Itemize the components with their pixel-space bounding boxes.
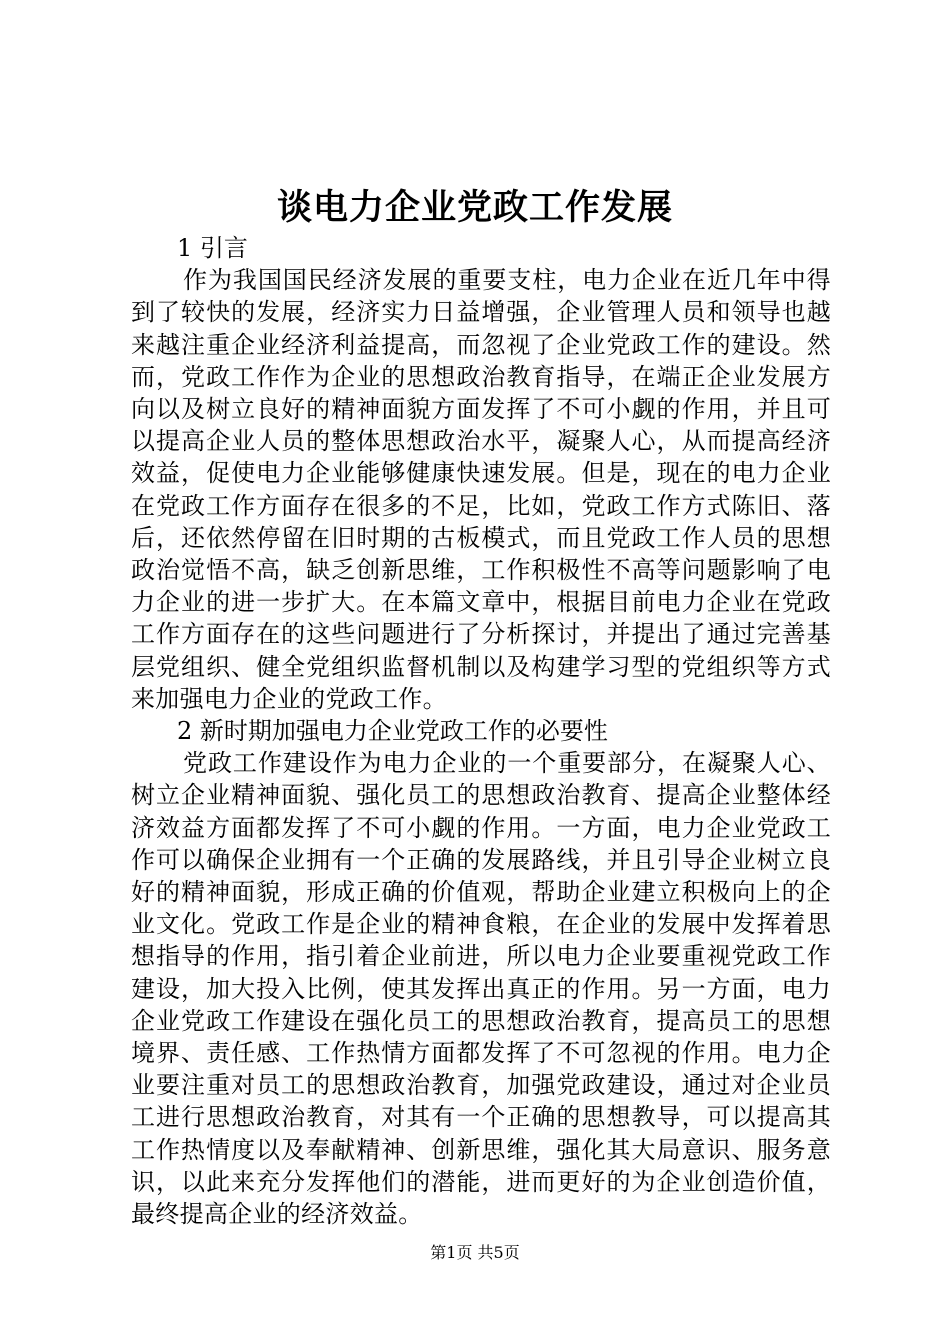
section-necessity bbox=[131, 715, 831, 1230]
document-body bbox=[131, 232, 831, 1230]
section-heading: 2 新时期加强电力企业党政工作的必要性 bbox=[177, 717, 608, 746]
section-introduction bbox=[131, 232, 831, 715]
body-paragraph: 党政工作建设作为电力企业的一个重要部分，在凝聚人心、树立企业精神面貌、强化员工的思想政治教育、提高企业整体经济效益方面都发挥了不可小觑的作用。一方面，电力企业党政工作可以确保企业拥有一个正确的发展路线，并且引导企业树立良好的精神面貌，形成正确的价值观，帮助企业建立积极向上的企业文化。党政工作是企业的精神食粮，在企业的发展中发挥着思想指导的作用，指引着企业前进，所以电力企业要重视党政工作建设，加大投入比例，使其发挥出真正的作用。另一方面，电力企业党政工作建设在强化员工的思想政治教育，提高员工的思想境界、责任感、工作热情方面都发挥了不可忽视的作用。电力企业要注重对员工的思想政治教育，加强党政建设，通过对企业员工进行思想政治教育，对其有一个正确的思想教导，可以提高其工作热情度以及奉献精神、创新思维，强化其大局意识、服务意识，以此来充分发挥他们的潜能，进而更好的为企业创造价值，最终提高企业的经济效益。 bbox=[131, 749, 831, 1229]
body-paragraph: 作为我国国民经济发展的重要支柱，电力企业在近几年中得到了较快的发展，经济实力日益增强，企业管理人员和领导也越来越注重企业经济利益提高，而忽视了企业党政工作的建设。然而，党政工作作为企业的思想政治教育指导，在端正企业发展方向以及树立良好的精神面貌方面发挥了不可小觑的作用，并且可以提高企业人员的整体思想政治水平，凝聚人心，从而提高经济效益，促使电力企业能够健康快速发展。但是，现在的电力企业在党政工作方面存在很多的不足，比如，党政工作方式陈旧、落后，还依然停留在旧时期的古板模式，而且党政工作人员的思想政治觉悟不高，缺乏创新思维，工作积极性不高等问题影响了电力企业的进一步扩大。在本篇文章中，根据目前电力企业在党政工作方面存在的这些问题进行了分析探讨，并提出了通过完善基层党组织、健全党组织监督机制以及构建学习型的党组织等方式来加强电力企业的党政工作。 bbox=[131, 266, 831, 713]
section-heading: 1 引言 bbox=[177, 234, 248, 262]
document-title: 谈电力企业党政工作发展 bbox=[276, 187, 673, 228]
page-number-footer: 第1页 共5页 bbox=[430, 1243, 520, 1262]
